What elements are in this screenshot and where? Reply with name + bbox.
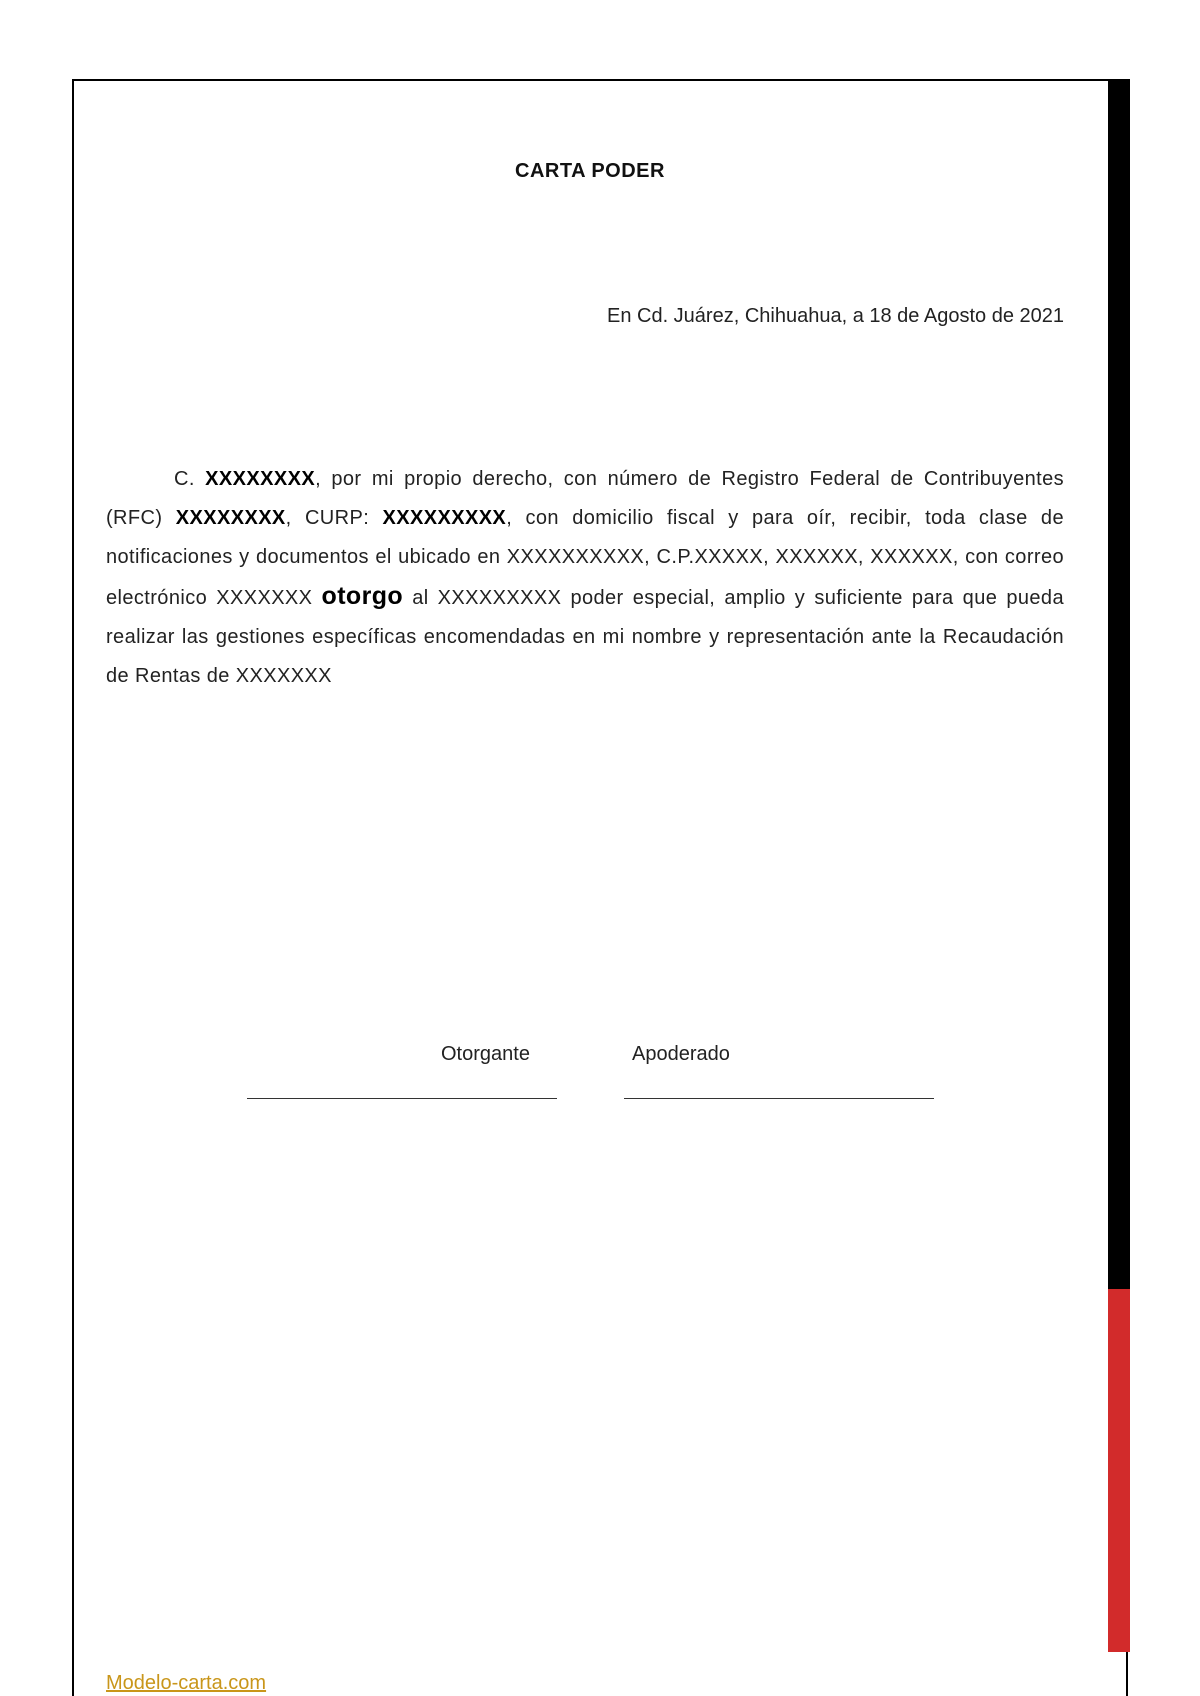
placeholder-rfc: XXXXXXXX: [175, 507, 286, 529]
paragraph-text-1: C.: [174, 468, 206, 490]
paragraph-text-5: al XXXXXXXXX poder especial, amplio y suficiente para que pueda realizar las gestiones específicas encomendadas en mi nombre y representación ante la Recaudación de Rentas de XXXXXXX: [106, 587, 1064, 687]
signature-label-apoderado: Apoderado: [632, 1043, 730, 1065]
side-accent-bar-red: [1108, 1289, 1130, 1652]
placeholder-name: XXXXXXXX: [205, 468, 316, 490]
body-paragraph: [106, 460, 1064, 696]
paragraph-text-3: , CURP:: [285, 507, 383, 529]
signature-line-apoderado: [624, 1098, 934, 1099]
paragraph-text-2: , por mi propio derecho, con número de Registro Federal de Contribuyentes (RFC): [106, 468, 1064, 529]
side-accent-bar-black: [1108, 79, 1130, 1289]
document-title: CARTA PODER: [515, 160, 665, 182]
signature-label-otorgante: Otorgante: [441, 1043, 530, 1065]
footer-link[interactable]: Modelo-carta.com: [106, 1672, 267, 1694]
otorgo-emphasis: otorgo: [321, 582, 404, 610]
placeholder-curp: XXXXXXXXX: [382, 507, 507, 529]
paragraph-text-4: , con domicilio fiscal y para oír, recibir, toda clase de notificaciones y documentos el ubicado en XXXXXXXXXX, C.P.XXXXX, XXXXXX, XXXXXX, con correo electrónico XXXXXXX: [106, 507, 1064, 609]
date-line: En Cd. Juárez, Chihuahua, a 18 de Agosto de 2021: [606, 305, 1064, 327]
signature-line-otorgante: [247, 1098, 557, 1099]
